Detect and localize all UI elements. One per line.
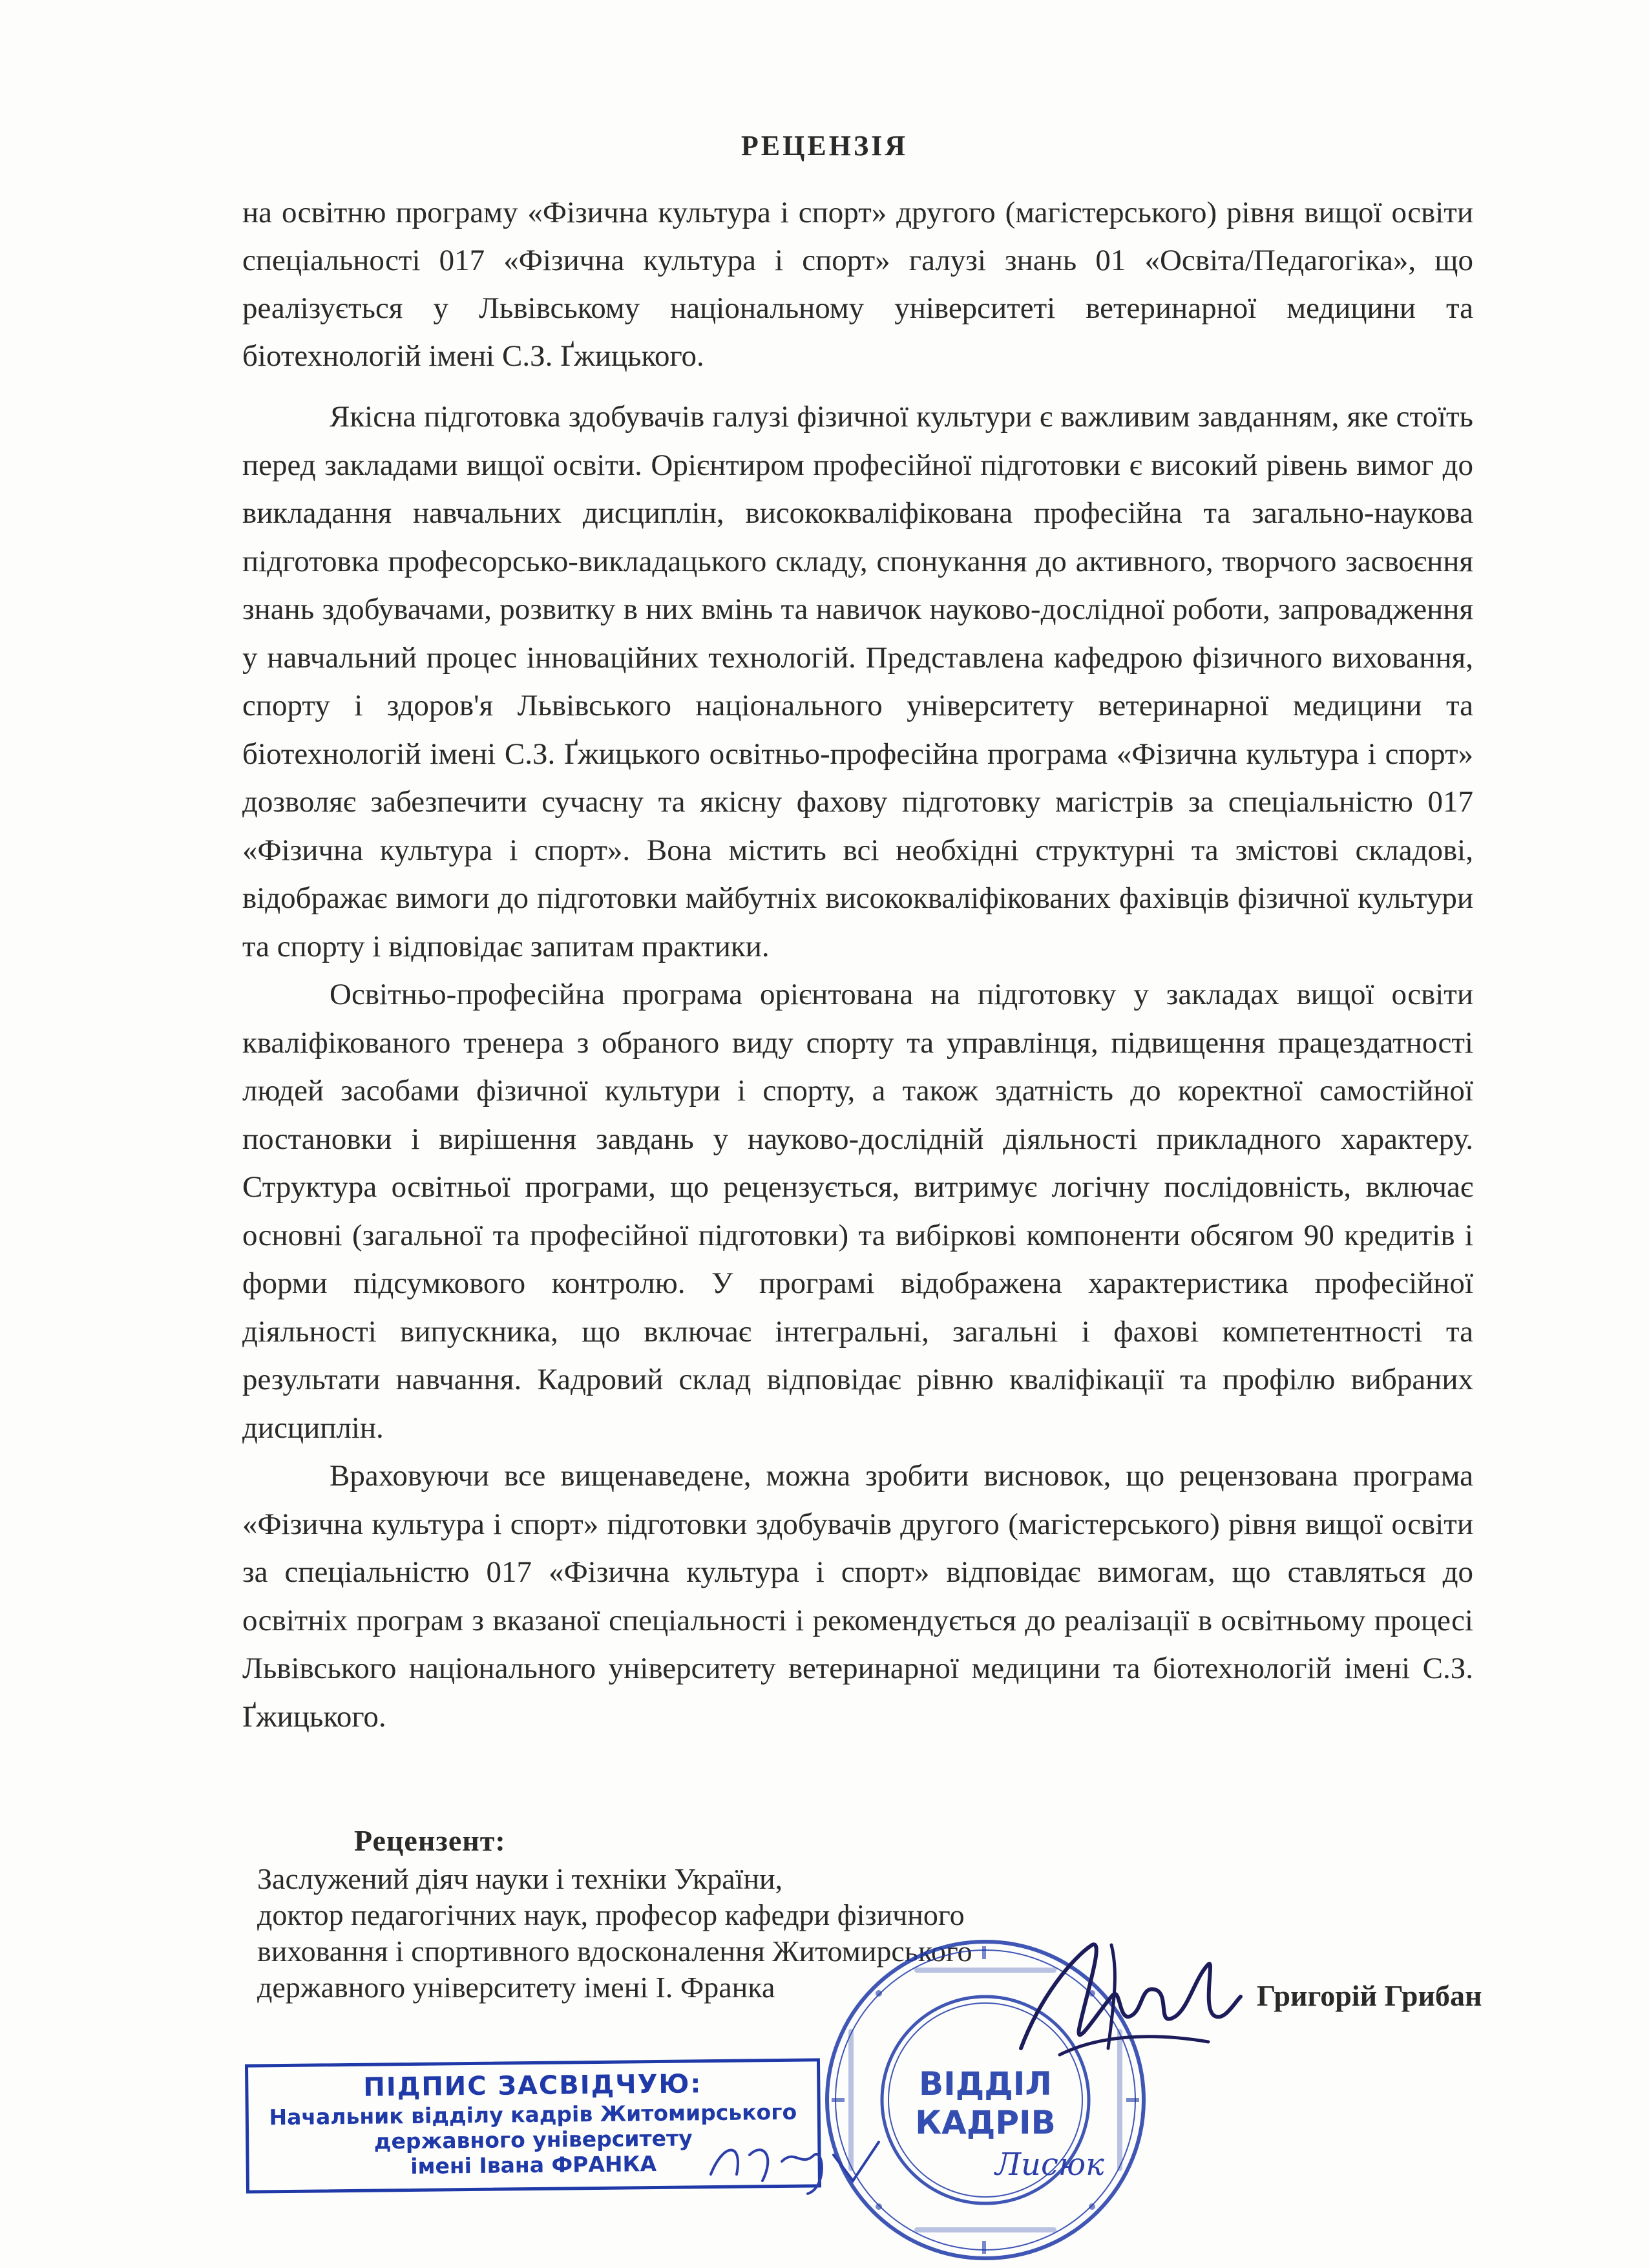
- document-body: [242, 393, 1473, 1741]
- seal-center-line-1: ВІДДІЛ: [919, 2065, 1052, 2103]
- paragraph-2: Освітньо-професійна програма орієнтована на підготовку у закладах вищої освіти кваліфікованого тренера з обраного виду спорту та управлінця, підвищення працездатності людей засобами фізичної культури і спорту, а також здатність до коректної самостійної постановки і вирішення завдань у науково-дослідній діяльності прикладного характеру. Структура освітньої програми, що рецензується, витримує логічну послідовність, включає основні (загальної та професійної підготовки) та вибіркові компоненти обсягом 90 кредитів і форми підсумкового контролю. У програмі відображена характеристика професійної діяльності випускника, що включає інтегральні, загальні і фахові компетентності та результати навчання. Кадровий склад відповідає рівню кваліфікації та профілю вибраних дисциплін.: [242, 978, 1473, 1445]
- reviewer-signature: [982, 1919, 1254, 2087]
- document-subtitle: на освітню програму «Фізична культура і спорт» другого (магістерського) рівня вищої освіти спеціальності 017 «Фізична культура і спорт» галузі знань 01 «Освіта/Педагогіка», що реалізується у Львівському національному університеті ветеринарної медицини та біотехнологій імені С.З. Ґжицького.: [242, 196, 1473, 373]
- stamp-line-4: імені Івана ФРАНКА: [410, 2151, 657, 2179]
- reviewer-name: Григорій Грибан: [1257, 1979, 1482, 2012]
- paragraph-3: Враховуючи все вищенаведене, можна зробити висновок, що рецензована програма «Фізична культура і спорт» підготовки здобувачів другого (магістерського) рівня вищої освіти за спеціальністю 017 «Фізична культура і спорт» відповідає вимогам, що ставляться до освітніх програм з вказаної спеціальності і рекомендується до реалізації в освітньому процесі Львівського національного університету ветеринарної медицини та біотехнологій імені С.З. Ґжицького.: [242, 1459, 1473, 1734]
- stamp-line-2: Начальник відділу кадрів Житомирського: [269, 2099, 797, 2130]
- paragraph-1: Якісна підготовка здобувачів галузі фізичної культури є важливим завданням, яке стоїть перед закладами вищої освіти. Орієнтиром професійної підготовки є високий рівень вимог до викладання навчальних дисциплін, висококваліфікована професійна та загально-наукова підготовка професорсько-викладацького складу, спонукання до активного, творчого засвоєння знань здобувачами, розвитку в них вмінь та навичок науково-дослідної роботи, запровадження у навчальний процес інноваційних технологій. Представлена кафедрою фізичного виховання, спорту і здоров'я Львівського національного університету ветеринарної медицини та біотехнологій імені С.З. Ґжицького освітньо-професійна програма «Фізична культура і спорт» дозволяє забезпечити сучасну та якісну фахову підготовку магістрів за спеціальністю 017 «Фізична культура і спорт». Вона містить всі необхідні структурні та змістові складові, відображає вимоги до підготовки майбутніх висококваліфікованих фахівців фізичної культури та спорту і відповідає запитам практики.: [242, 400, 1473, 963]
- reviewer-line-1: Заслужений діяч науки і техніки України,: [257, 1862, 783, 1895]
- certifier-signature: [685, 2116, 1299, 2207]
- document-title: РЕЦЕНЗІЯ: [740, 130, 909, 162]
- seal-center-line-2: КАДРІВ: [915, 2104, 1056, 2141]
- stamp-line-1: ПІДПИС ЗАСВІДЧУЮ:: [363, 2069, 702, 2103]
- reviewer-line-2: доктор педагогічних наук, професор кафедри фізичного: [257, 1898, 965, 1931]
- certifier-signature-text: Лисюк: [995, 2147, 1104, 2183]
- stamp-line-3: державного університету: [373, 2125, 693, 2154]
- reviewer-line-4: державного університету імені І. Франка: [257, 1971, 775, 2004]
- reviewer-line-3: виховання і спортивного вдосконалення Житомирського: [257, 1935, 972, 1968]
- reviewer-heading: Рецензент:: [354, 1824, 506, 1857]
